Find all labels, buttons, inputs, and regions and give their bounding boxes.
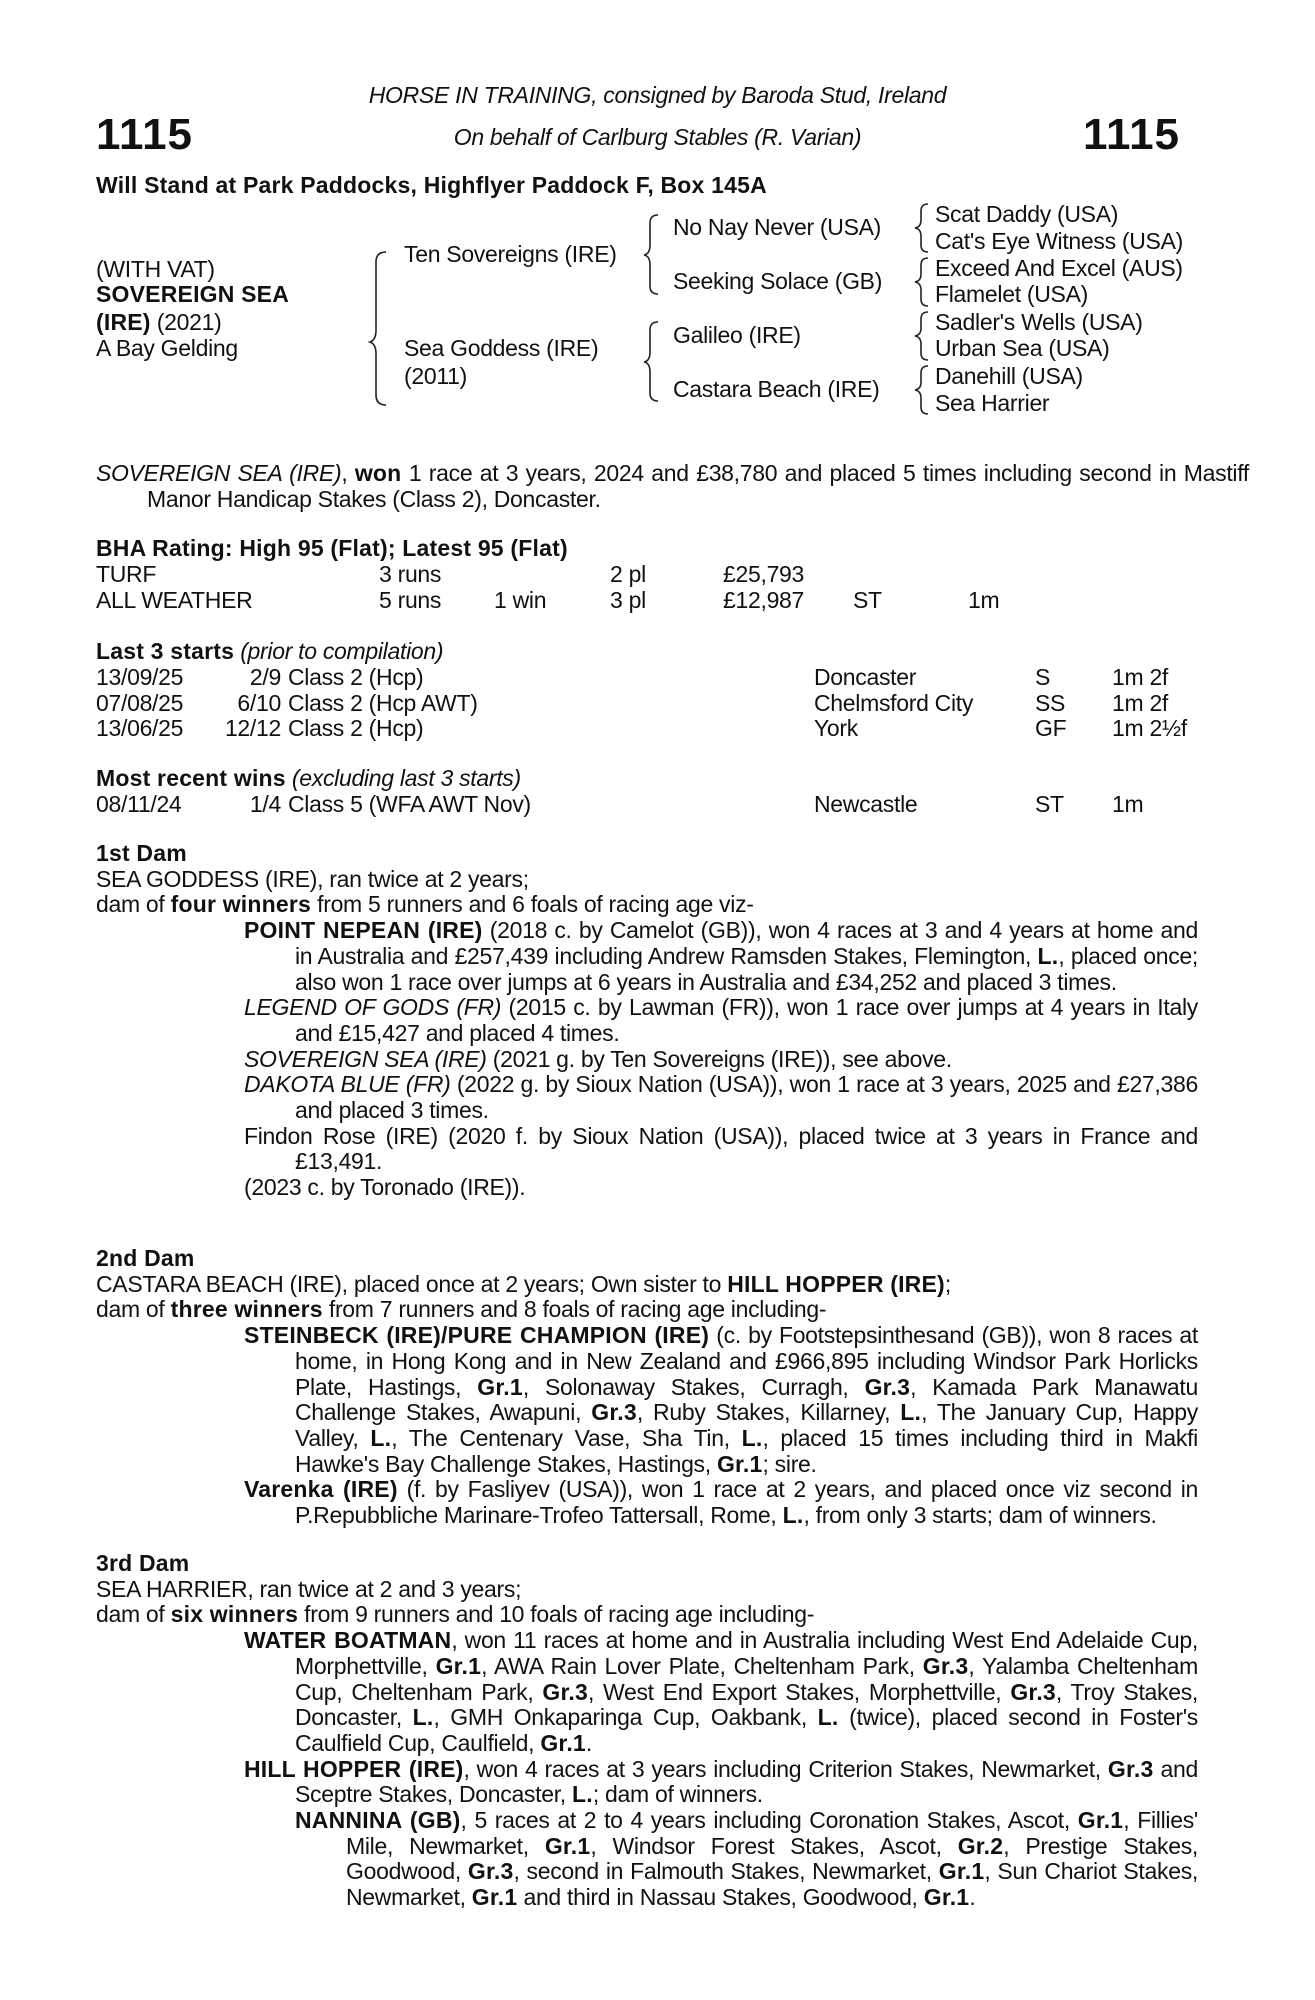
recent-wins-note: (excluding last 3 starts) bbox=[285, 765, 521, 791]
bold-text: L. bbox=[782, 1502, 804, 1529]
text: (c. by Footstepsinthesand (GB)), won 8 races at home, in Hong Kong and in New Zealand and £966,895 including Windsor Park Horlicks Plate, Hastings, bbox=[295, 1322, 1198, 1400]
text: , 5 races at 2 to 4 years including Coronation Stakes, Ascot, bbox=[460, 1807, 1078, 1834]
bold-text: L. bbox=[572, 1781, 593, 1808]
stand-location: Will Stand at Park Paddocks, Highflyer Paddock F, Box 145A bbox=[96, 172, 767, 198]
race-record bbox=[96, 461, 1249, 512]
text: (twice), placed second in Foster's Caulfield Cup, Caulfield, bbox=[295, 1704, 1198, 1756]
start-date: 08/11/24 bbox=[96, 791, 182, 817]
text: dam of bbox=[96, 1296, 171, 1323]
dam-sire: Galileo (IRE) bbox=[673, 322, 801, 348]
text: ; sire. bbox=[762, 1450, 817, 1477]
text: , Prestige Stakes, Goodwood, bbox=[346, 1832, 1198, 1885]
gg-3: Exceed And Excel (AUS) bbox=[935, 255, 1183, 281]
vat-note: (WITH VAT) bbox=[96, 256, 215, 282]
bold-text: L. bbox=[741, 1424, 763, 1451]
start-course: Chelmsford City bbox=[814, 689, 974, 716]
lot-number-left: 1115 bbox=[96, 110, 194, 159]
start-race: Class 2 (Hcp) bbox=[288, 664, 424, 690]
brace-main bbox=[370, 252, 386, 405]
recent-wins-title: Most recent wins bbox=[96, 765, 286, 791]
start-pos: 2/9 bbox=[249, 664, 281, 690]
text: , Troy Stakes, Doncaster, bbox=[295, 1678, 1199, 1731]
gg-4: Flamelet (USA) bbox=[935, 281, 1088, 307]
text: , Sun Chariot Stakes, Newmarket, bbox=[346, 1858, 1198, 1911]
text: , placed 15 times including third in Makfi Hawke's Bay Challenge Stakes, Hastings, bbox=[295, 1424, 1198, 1477]
bold-text: Gr.3 bbox=[1010, 1678, 1056, 1705]
bha-prize: £25,793 bbox=[723, 561, 805, 587]
bold-text: HILL HOPPER (IRE) bbox=[244, 1755, 464, 1782]
text: , from only 3 starts; dam of winners. bbox=[803, 1502, 1157, 1529]
bold-text: Gr.1 bbox=[938, 1858, 985, 1885]
brace-ss bbox=[915, 204, 928, 252]
text: from 5 runners and 6 foals of racing age viz- bbox=[311, 891, 754, 918]
brace-sire bbox=[644, 215, 658, 294]
bold-text: L. bbox=[412, 1704, 434, 1731]
bold-text: four winners bbox=[170, 891, 312, 918]
text: , Solonaway Stakes, Curragh, bbox=[522, 1373, 865, 1400]
gg-5: Sadler's Wells (USA) bbox=[935, 309, 1143, 335]
start-going: ST bbox=[1035, 791, 1064, 817]
pedigree-entry bbox=[96, 1602, 1198, 1628]
text: , won 4 races at 3 years including Criterion Stakes, Newmarket, bbox=[463, 1755, 1108, 1782]
text: ; bbox=[944, 1270, 951, 1297]
bha-placed: 2 pl bbox=[610, 561, 646, 587]
text: and third in Nassau Stakes, Goodwood, bbox=[517, 1884, 924, 1911]
text: SEA HARRIER, ran twice at 2 and 3 years; bbox=[96, 1575, 522, 1602]
bha-surface: TURF bbox=[96, 561, 157, 587]
text: (2015 c. by Lawman (FR)), won 1 race over jumps at 4 years in Italy and £15,427 and placed 4 times. bbox=[295, 994, 1198, 1046]
dam-year: (2011) bbox=[404, 363, 467, 389]
text: (2023 c. by Toronado (IRE)). bbox=[244, 1174, 526, 1201]
last-starts-heading bbox=[96, 638, 443, 664]
dam-dam: Castara Beach (IRE) bbox=[673, 376, 880, 402]
text: , Windsor Forest Stakes, Ascot, bbox=[590, 1832, 958, 1859]
start-going: SS bbox=[1035, 689, 1066, 716]
bold-text: won bbox=[354, 460, 402, 486]
text: (f. by Fasliyev (USA)), won 1 race at 2 years, and placed once viz second in P.Repubbliche Marinare-Trofeo Tattersall, Rome, bbox=[295, 1476, 1199, 1529]
bold-text: Gr.1 bbox=[544, 1832, 591, 1859]
bha-wins: 1 win bbox=[494, 587, 547, 613]
dam-heading: 3rd Dam bbox=[96, 1550, 190, 1576]
horse-description: A Bay Gelding bbox=[96, 335, 238, 361]
bold-text: Gr.3 bbox=[1107, 1755, 1154, 1782]
pedigree-entry bbox=[96, 1757, 1198, 1808]
gg-8: Sea Harrier bbox=[935, 390, 1050, 416]
bha-placed: 3 pl bbox=[610, 587, 646, 613]
sire-sire: No Nay Never (USA) bbox=[673, 214, 882, 240]
brace-dam bbox=[644, 322, 658, 401]
bold-text: Gr.1 bbox=[540, 1729, 586, 1756]
horse-year: (2021) bbox=[150, 309, 222, 335]
on-behalf-line: On behalf of Carlburg Stables (R. Varian) bbox=[453, 124, 862, 150]
last-starts-title: Last 3 starts bbox=[96, 638, 235, 664]
text: , won 11 races at home and in Australia including West End Adelaide Cup, Morphettville, bbox=[295, 1627, 1198, 1679]
bold-text: POINT NEPEAN (IRE) bbox=[244, 917, 483, 944]
start-dist: 1m 2½f bbox=[1112, 715, 1187, 742]
bold-text: Gr.2 bbox=[957, 1832, 1004, 1859]
bold-text: NANNINA (GB) bbox=[295, 1807, 461, 1834]
gg-6: Urban Sea (USA) bbox=[935, 335, 1110, 361]
text: SEA GODDESS (IRE), ran twice at 2 years; bbox=[96, 865, 529, 892]
pedigree-entry bbox=[96, 1047, 1198, 1073]
pedigree-entry bbox=[96, 892, 1198, 918]
text: , The January Cup, Happy Valley, bbox=[295, 1399, 1198, 1451]
start-pos: 1/4 bbox=[249, 791, 281, 817]
lot-number-right: 1115 bbox=[1083, 110, 1181, 159]
brace-sd bbox=[915, 258, 928, 306]
text: and Sceptre Stakes, Doncaster, bbox=[295, 1755, 1198, 1808]
start-date: 13/09/25 bbox=[96, 664, 184, 690]
pedigree-entry bbox=[96, 1628, 1198, 1757]
bold-text: L. bbox=[900, 1399, 922, 1426]
text: , The Centenary Vase, Sha Tin, bbox=[391, 1424, 742, 1451]
text: CASTARA BEACH (IRE), placed once at 2 years; Own sister to bbox=[96, 1270, 728, 1297]
start-date: 13/06/25 bbox=[96, 715, 184, 742]
start-date: 07/08/25 bbox=[96, 689, 184, 716]
pedigree-entry bbox=[96, 1175, 1198, 1201]
italic-text: DAKOTA BLUE (FR) bbox=[244, 1071, 451, 1098]
bold-text: Gr.1 bbox=[1077, 1807, 1124, 1834]
bold-text: Gr.1 bbox=[716, 1450, 763, 1477]
text: , Ruby Stakes, Killarney, bbox=[636, 1399, 901, 1426]
bold-text: three winners bbox=[170, 1296, 323, 1323]
gg-1: Scat Daddy (USA) bbox=[935, 201, 1119, 227]
bold-text: Gr.3 bbox=[922, 1652, 969, 1679]
italic-text: LEGEND OF GODS (FR) bbox=[244, 994, 502, 1021]
pedigree-entry bbox=[96, 1577, 1198, 1603]
third-dam-section bbox=[96, 1551, 1198, 1911]
bold-text: Gr.3 bbox=[864, 1373, 911, 1400]
text: (2022 g. by Sioux Nation (USA)), won 1 race at 3 years, 2025 and £27,386 and placed 3 times. bbox=[295, 1071, 1198, 1124]
bha-surface: ALL WEATHER bbox=[96, 587, 253, 613]
pedigree-entry bbox=[96, 1124, 1198, 1175]
pedigree-entry bbox=[96, 867, 1198, 893]
horse-country: (IRE) bbox=[96, 309, 151, 335]
dam-heading: 1st Dam bbox=[96, 840, 187, 866]
text: , Kamada Park Manawatu Challenge Stakes, Awapuni, bbox=[295, 1373, 1198, 1426]
text: dam of bbox=[96, 891, 171, 918]
bold-text: Gr.3 bbox=[542, 1678, 588, 1705]
brace-dd bbox=[915, 366, 928, 414]
bold-text: Gr.1 bbox=[477, 1373, 523, 1400]
dam: Sea Goddess (IRE) bbox=[404, 335, 599, 361]
pedigree-entry bbox=[96, 1323, 1198, 1477]
bha-runs: 5 runs bbox=[379, 587, 442, 613]
text: , GMH Onkaparinga Cup, Oakbank, bbox=[433, 1704, 818, 1731]
bha-prize: £12,987 bbox=[723, 587, 805, 613]
second-dam-section bbox=[96, 1246, 1198, 1529]
bha-rating: BHA Rating: High 95 (Flat); Latest 95 (Flat) bbox=[96, 535, 568, 561]
start-race: Class 5 (WFA AWT Nov) bbox=[288, 791, 531, 817]
text: , Yalamba Cheltenham Cup, Cheltenham Park, bbox=[295, 1652, 1198, 1705]
bold-text: Gr.3 bbox=[467, 1858, 514, 1885]
start-pos: 12/12 bbox=[224, 715, 281, 742]
start-race: Class 2 (Hcp) bbox=[288, 715, 424, 742]
text: (2021 g. by Ten Sovereigns (IRE)), see above. bbox=[486, 1045, 952, 1072]
text: , AWA Rain Lover Plate, Cheltenham Park, bbox=[481, 1652, 923, 1679]
bold-text: HILL HOPPER (IRE) bbox=[727, 1270, 945, 1297]
text: (2018 c. by Camelot (GB)), won 4 races at 3 and 4 years at home and in Australia and £257,439 including Andrew Ramsden Stakes, Flemington, bbox=[295, 917, 1198, 969]
horse-name: SOVEREIGN SEA bbox=[96, 281, 290, 307]
bha-going: ST bbox=[853, 587, 882, 613]
bold-text: Gr.3 bbox=[591, 1399, 637, 1426]
start-course: York bbox=[814, 715, 858, 742]
start-going: S bbox=[1035, 664, 1051, 690]
italic-text: SOVEREIGN SEA (IRE) bbox=[244, 1045, 487, 1072]
text: . bbox=[969, 1884, 976, 1911]
consignor-line: HORSE IN TRAINING, consigned by Baroda Stud, Ireland bbox=[368, 82, 947, 108]
text: Findon Rose (IRE) (2020 f. by Sioux Nation (USA)), placed twice at 3 years in France and £13,491. bbox=[244, 1122, 1198, 1175]
text: 1 race at 3 years, 2024 and £38,780 and placed 5 times including second in Mastiff Manor Handicap Stakes (Class 2), Doncaster. bbox=[147, 460, 1249, 512]
start-course: Doncaster bbox=[814, 664, 917, 690]
pedigree-entry bbox=[96, 1808, 1198, 1911]
text: from 9 runners and 10 foals of racing age including- bbox=[298, 1601, 815, 1628]
start-going: GF bbox=[1035, 715, 1067, 742]
bold-text: Gr.1 bbox=[923, 1884, 970, 1911]
text: , bbox=[341, 460, 355, 486]
start-pos: 6/10 bbox=[237, 689, 281, 716]
pedigree-entry bbox=[96, 1477, 1198, 1528]
start-dist: 1m 2f bbox=[1112, 664, 1169, 690]
bold-text: Gr.1 bbox=[471, 1884, 518, 1911]
start-dist: 1m bbox=[1112, 791, 1144, 817]
text: , Fillies' Mile, Newmarket, bbox=[346, 1807, 1198, 1859]
dam-heading: 2nd Dam bbox=[96, 1245, 195, 1271]
last-starts-note: (prior to compilation) bbox=[234, 638, 444, 664]
first-dam-section bbox=[96, 841, 1198, 1201]
italic-text: SOVEREIGN SEA (IRE) bbox=[96, 460, 342, 486]
text: . bbox=[585, 1729, 592, 1756]
pedigree-entry bbox=[96, 1272, 1198, 1298]
bold-text: Gr.1 bbox=[435, 1652, 482, 1679]
bold-text: WATER BOATMAN bbox=[244, 1627, 452, 1654]
gg-2: Cat's Eye Witness (USA) bbox=[935, 228, 1183, 254]
text: , placed once; also won 1 race over jumps at 6 years in Australia and £34,252 and placed 3 times. bbox=[295, 942, 1198, 995]
start-dist: 1m 2f bbox=[1112, 689, 1169, 716]
text: from 7 runners and 8 foals of racing age including- bbox=[322, 1296, 827, 1323]
text: ; dam of winners. bbox=[592, 1781, 763, 1808]
start-course: Newcastle bbox=[814, 791, 918, 817]
recent-wins-heading bbox=[96, 765, 521, 791]
brace-ds bbox=[915, 312, 928, 360]
text: , second in Falmouth Stakes, Newmarket, bbox=[513, 1858, 939, 1885]
pedigree-entry bbox=[96, 1072, 1198, 1123]
gg-7: Danehill (USA) bbox=[935, 363, 1083, 389]
start-race: Class 2 (Hcp AWT) bbox=[288, 689, 478, 716]
text: , West End Export Stakes, Morphettville, bbox=[587, 1678, 1011, 1705]
bold-text: Varenka (IRE) bbox=[244, 1476, 398, 1503]
pedigree-entry bbox=[96, 918, 1198, 995]
pedigree-entry bbox=[96, 995, 1198, 1046]
sire-dam: Seeking Solace (GB) bbox=[673, 268, 883, 294]
text: dam of bbox=[96, 1601, 171, 1628]
bold-text: L. bbox=[817, 1704, 839, 1731]
bha-distance: 1m bbox=[968, 587, 1000, 613]
bold-text: L. bbox=[370, 1424, 392, 1451]
bold-text: L. bbox=[1037, 942, 1059, 969]
pedigree-entry bbox=[96, 1297, 1198, 1323]
bold-text: six winners bbox=[170, 1601, 299, 1628]
bha-runs: 3 runs bbox=[379, 561, 442, 587]
sire: Ten Sovereigns (IRE) bbox=[404, 241, 617, 267]
bold-text: STEINBECK (IRE)/PURE CHAMPION (IRE) bbox=[244, 1322, 710, 1349]
